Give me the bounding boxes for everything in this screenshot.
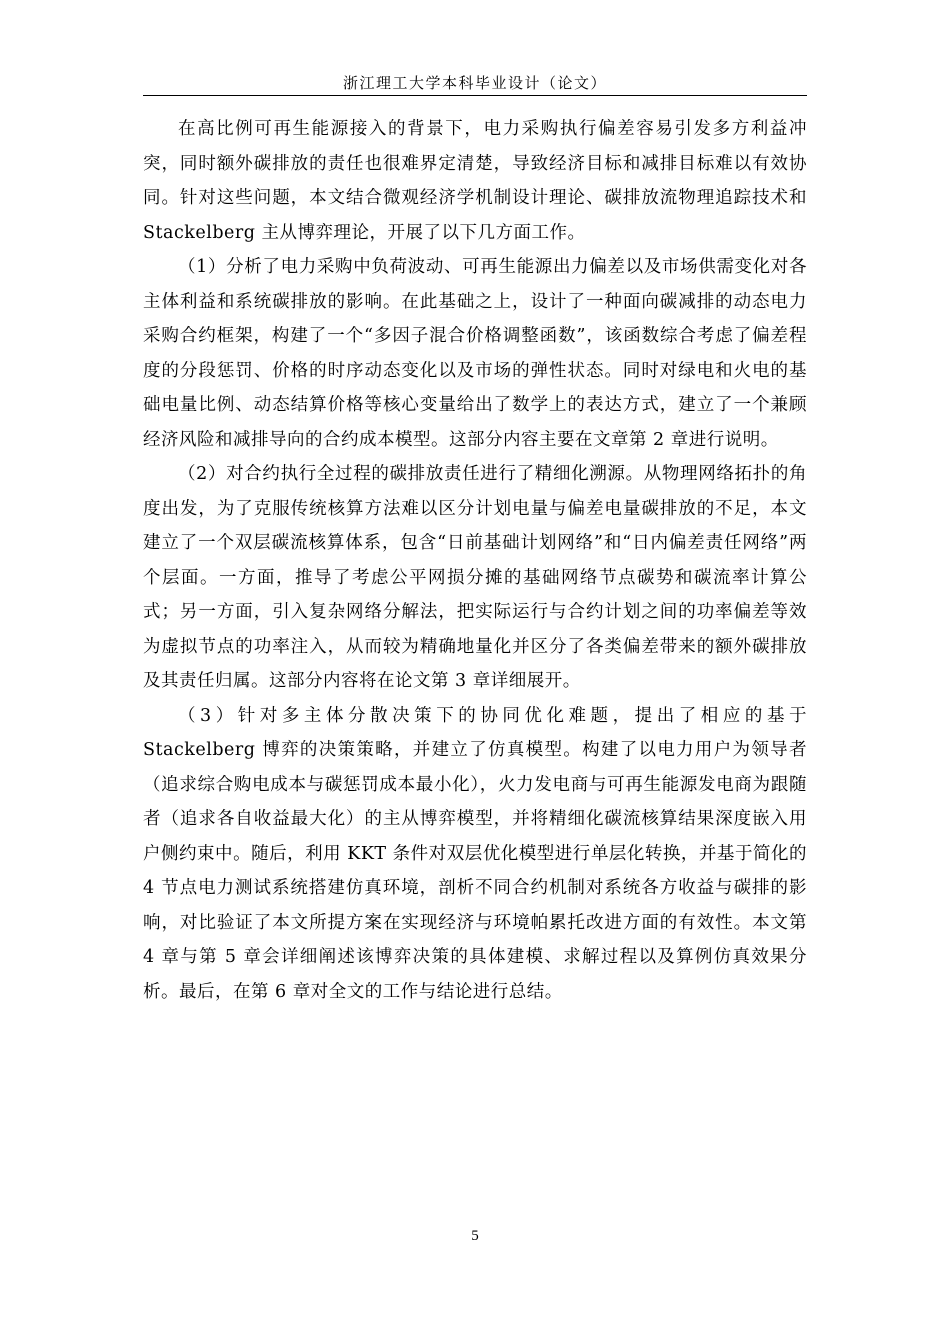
- paragraph-intro: 在高比例可再生能源接入的背景下，电力采购执行偏差容易引发多方利益冲突，同时额外碳排放的责任也很难界定清楚，导致经济目标和减排目标难以有效协同。针对这些问题，本文结合微观经济学机制设计理论、碳排放流物理追踪技术和 Stackelberg 主从博弈理论，开展了以下几方面工作。: [143, 119, 807, 243]
- page-header: 浙江理工大学本科毕业设计（论文）: [342, 74, 607, 92]
- paragraph-item-2: （2）对合约执行全过程的碳排放责任进行了精细化溯源。从物理网络拓扑的角度出发，为了克服传统核算方法难以区分计划电量与偏差电量碳排放的不足，本文建立了一个双层碳流核算体系，包含“日前基础计划网络”和“日内偏差责任网络”两个层面。一方面，推导了考虑公平网损分摊的基础网络节点碳势和碳流率计算公式；另一方面，引入复杂网络分解法，把实际运行与合约计划之间的功率偏差等效为虚拟节点的功率注入，从而较为精确地量化并区分了各类偏差带来的额外碳排放及其责任归属。这部分内容将在论文第 3 章详细展开。: [143, 464, 807, 691]
- page-body: [143, 112, 807, 1009]
- header-divider: [143, 95, 807, 96]
- paragraph-item-1: （1）分析了电力采购中负荷波动、可再生能源出力偏差以及市场供需变化对各主体利益和系统碳排放的影响。在此基础之上，设计了一种面向碳减排的动态电力采购合约框架，构建了一个“多因子混合价格调整函数”，该函数综合考虑了偏差程度的分段惩罚、价格的时序动态变化以及市场的弹性状态。同时对绿电和火电的基础电量比例、动态结算价格等核心变量给出了数学上的表达方式，建立了一个兼顾经济风险和减排导向的合约成本模型。这部分内容主要在文章第 2 章进行说明。: [143, 257, 807, 450]
- paragraph-item-3: （3）针对多主体分散决策下的协同优化难题，提出了相应的基于 Stackelberg 博弈的决策策略，并建立了仿真模型。构建了以电力用户为领导者（追求综合购电成本与碳惩罚成本最小化），火力发电商与可再生能源发电商为跟随者（追求各自收益最大化）的主从博弈模型，并将精细化碳流核算结果深度嵌入用户侧约束中。随后，利用 KKT 条件对双层优化模型进行单层化转换，并基于简化的 4 节点电力测试系统搭建仿真环境，剖析不同合约机制对系统各方收益与碳排的影响，对比验证了本文所提方案在实现经济与环境帕累托改进方面的有效性。本文第 4 章与第 5 章会详细阐述该博弈决策的具体建模、求解过程以及算例仿真效果分析。最后，在第 6 章对全文的工作与结论进行总结。: [143, 705, 807, 1002]
- page-number: 5: [471, 1228, 479, 1244]
